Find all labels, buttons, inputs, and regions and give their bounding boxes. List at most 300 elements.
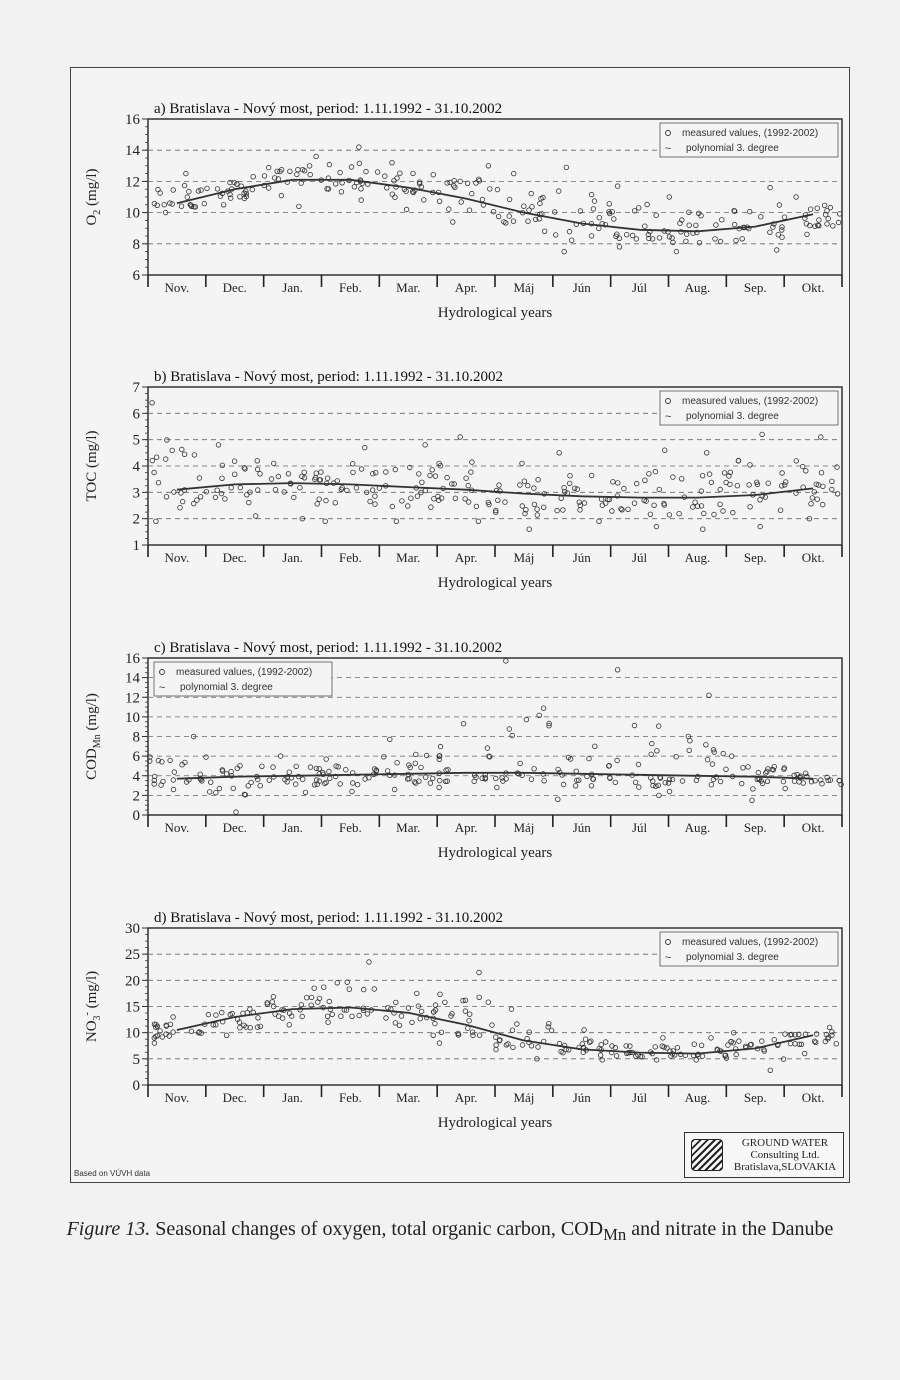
x-tick-label: Apr.	[454, 1090, 478, 1105]
data-point	[522, 204, 527, 209]
data-point	[647, 472, 652, 477]
data-point	[308, 765, 313, 770]
x-tick-label: Apr.	[454, 820, 478, 835]
data-point	[206, 1012, 211, 1017]
data-point	[624, 232, 629, 237]
data-point	[542, 779, 547, 784]
data-point	[357, 1013, 362, 1018]
data-point	[582, 501, 587, 506]
data-point	[359, 198, 364, 203]
data-point	[171, 188, 176, 193]
data-point	[415, 991, 420, 996]
data-point	[520, 461, 525, 466]
y-tick-label: 12	[125, 174, 140, 191]
data-point	[684, 239, 689, 244]
data-point	[214, 790, 219, 795]
data-point	[152, 1041, 157, 1046]
data-point	[262, 174, 267, 179]
legend-label: measured values, (1992-2002)	[176, 667, 313, 678]
data-point	[437, 785, 442, 790]
data-point	[288, 169, 293, 174]
data-point	[616, 481, 621, 486]
data-point	[830, 479, 835, 484]
data-point	[677, 511, 682, 516]
data-point	[411, 171, 416, 176]
data-point	[182, 183, 187, 188]
y-tick-label: 14	[125, 143, 140, 160]
x-tick-label: Aug.	[684, 1090, 711, 1105]
data-point	[433, 1021, 438, 1026]
data-point	[445, 475, 450, 480]
data-point	[293, 782, 298, 787]
data-point	[768, 1068, 773, 1073]
data-point	[199, 188, 204, 193]
data-point	[276, 474, 281, 479]
data-point	[527, 1030, 532, 1035]
data-point	[207, 790, 212, 795]
data-point	[527, 208, 532, 213]
chart-panel-1	[84, 101, 842, 321]
data-point	[467, 1012, 472, 1017]
data-point	[220, 1010, 225, 1015]
data-point	[671, 475, 676, 480]
data-point	[294, 764, 299, 769]
legend-label: polynomial 3. degree	[686, 143, 779, 154]
data-point	[415, 494, 420, 499]
data-point	[776, 232, 781, 237]
data-point	[172, 770, 177, 775]
data-point	[783, 1032, 788, 1037]
data-point	[355, 782, 360, 787]
data-point	[569, 238, 574, 243]
x-axis-label: Hydrological years	[437, 845, 553, 861]
data-point	[463, 1009, 468, 1014]
data-point	[518, 761, 523, 766]
y-tick-label: 4	[132, 768, 140, 785]
data-point	[253, 514, 258, 519]
data-point	[654, 213, 659, 218]
data-point	[607, 202, 612, 207]
data-point	[255, 467, 260, 472]
data-point	[835, 492, 840, 497]
data-point	[553, 233, 558, 238]
data-point	[793, 1042, 798, 1047]
y-tick-label: 10	[125, 709, 140, 726]
data-point	[734, 1052, 739, 1057]
data-point	[496, 498, 501, 503]
data-point	[321, 985, 326, 990]
chart-title: d) Bratislava - Nový most, period: 1.11.1992 - 31.10.2002	[154, 910, 503, 926]
data-point	[694, 223, 699, 228]
data-point	[812, 490, 817, 495]
data-point	[718, 502, 723, 507]
x-tick-label: Jún	[572, 820, 591, 835]
data-point	[171, 1030, 176, 1035]
data-point	[386, 1005, 391, 1010]
data-point	[295, 172, 300, 177]
data-point	[583, 1037, 588, 1042]
y-tick-label: 10	[125, 1025, 140, 1042]
x-axis-label: Hydrological years	[437, 305, 553, 321]
caption-subscript: Mn	[603, 1225, 627, 1244]
x-tick-label: Mar.	[396, 280, 421, 295]
data-point	[383, 174, 388, 179]
data-point	[652, 503, 657, 508]
data-point	[485, 746, 490, 751]
data-point	[593, 744, 598, 749]
data-point	[561, 508, 566, 513]
y-tick-label: 12	[125, 690, 140, 707]
data-point	[271, 994, 276, 999]
data-point	[303, 790, 308, 795]
data-point	[587, 1040, 592, 1045]
data-point	[326, 1020, 331, 1025]
data-point	[354, 486, 359, 491]
data-point	[692, 1042, 697, 1047]
data-point	[835, 465, 840, 470]
data-point	[370, 488, 375, 493]
data-point	[171, 1015, 176, 1020]
data-point	[451, 220, 456, 225]
data-point	[168, 758, 173, 763]
company-logo	[684, 1132, 844, 1178]
data-point	[518, 483, 523, 488]
data-point	[532, 486, 537, 491]
data-point	[657, 236, 662, 241]
data-point	[347, 987, 352, 992]
data-point	[546, 1025, 551, 1030]
x-tick-label: Júl	[631, 550, 648, 565]
data-point	[750, 798, 755, 803]
data-point	[185, 195, 190, 200]
data-point	[503, 500, 508, 505]
data-point	[756, 770, 761, 775]
data-credit: Based on VÚVH data	[74, 1169, 151, 1178]
data-point	[323, 519, 328, 524]
data-point	[615, 668, 620, 673]
data-point	[800, 464, 805, 469]
data-point	[469, 470, 474, 475]
data-point	[772, 1037, 777, 1042]
data-point	[298, 485, 303, 490]
data-point	[452, 184, 457, 189]
data-point	[232, 472, 237, 477]
data-point	[511, 171, 516, 176]
data-point	[597, 519, 602, 524]
data-point	[714, 223, 719, 228]
data-point	[191, 501, 196, 506]
y-axis-label: $NO_3^-$ (mg/l)	[82, 970, 103, 1043]
data-point	[327, 769, 332, 774]
data-point	[420, 480, 425, 485]
data-point	[709, 480, 714, 485]
data-point	[375, 170, 380, 175]
y-tick-label: 2	[132, 788, 140, 805]
data-point	[324, 757, 329, 762]
data-point	[532, 502, 537, 507]
x-tick-label: Jan.	[282, 550, 303, 565]
x-tick-label: Máj	[513, 820, 535, 835]
data-point	[477, 179, 482, 184]
data-point	[552, 210, 557, 215]
data-point	[494, 1043, 499, 1048]
data-point	[178, 505, 183, 510]
data-point	[324, 780, 329, 785]
data-point	[613, 780, 618, 785]
data-point	[573, 784, 578, 789]
data-point	[413, 761, 418, 766]
data-point	[650, 741, 655, 746]
data-point	[634, 237, 639, 242]
data-point	[679, 477, 684, 482]
data-point	[511, 1045, 516, 1050]
data-point	[287, 770, 292, 775]
data-point	[768, 230, 773, 235]
data-point	[674, 754, 679, 759]
data-point	[466, 483, 471, 488]
data-point	[661, 1036, 666, 1041]
data-point	[217, 786, 222, 791]
data-point	[746, 765, 751, 770]
data-point	[684, 232, 689, 237]
data-point	[759, 214, 764, 219]
y-axis-label: $COD_{Mn}$ (mg/l)	[84, 693, 103, 780]
data-point	[667, 513, 672, 518]
y-tick-label: 0	[132, 1078, 140, 1094]
data-point	[687, 223, 692, 228]
data-point	[388, 737, 393, 742]
y-tick-label: 16	[125, 112, 140, 128]
data-point	[266, 165, 271, 170]
data-point	[269, 477, 274, 482]
legend	[660, 391, 838, 425]
data-point	[556, 797, 561, 802]
chart-title: c) Bratislava - Nový most, period: 1.11.1992 - 31.10.2002	[154, 640, 503, 656]
y-tick-label: 8	[132, 729, 140, 746]
data-point	[751, 787, 756, 792]
data-point	[258, 783, 263, 788]
data-point	[372, 987, 377, 992]
data-point	[780, 228, 785, 233]
data-point	[783, 480, 788, 485]
chart-panel-2	[84, 369, 842, 591]
data-point	[577, 500, 582, 505]
caption-label: Figure 13.	[66, 1218, 151, 1240]
data-point	[779, 484, 784, 489]
legend-marker-curve: ~	[159, 682, 166, 694]
data-point	[688, 738, 693, 743]
data-point	[406, 504, 411, 509]
x-tick-label: Nov.	[164, 550, 190, 565]
data-point	[361, 987, 366, 992]
data-point	[235, 766, 240, 771]
data-point	[557, 451, 562, 456]
data-point	[214, 1013, 219, 1018]
x-tick-label: Júl	[631, 1090, 648, 1105]
data-point	[826, 216, 831, 221]
logo-line-2: Consulting Ltd.	[750, 1149, 820, 1161]
data-point	[490, 1023, 495, 1028]
data-point	[266, 186, 271, 191]
data-point	[721, 751, 726, 756]
data-point	[687, 748, 692, 753]
x-tick-label: Jan.	[282, 1090, 303, 1105]
data-point	[737, 1039, 742, 1044]
data-point	[459, 200, 464, 205]
data-point	[315, 502, 320, 507]
data-point	[827, 1025, 832, 1030]
data-point	[202, 201, 207, 206]
data-point	[323, 781, 328, 786]
data-point	[820, 502, 825, 507]
data-point	[443, 1000, 448, 1005]
x-tick-label: Sep.	[743, 820, 767, 835]
data-point	[395, 176, 400, 181]
data-point	[476, 519, 481, 524]
data-point	[819, 470, 824, 475]
data-point	[215, 187, 220, 192]
data-point	[279, 193, 284, 198]
legend-label: polynomial 3. degree	[180, 682, 273, 693]
data-point	[567, 481, 572, 486]
x-tick-label: Feb.	[339, 820, 362, 835]
data-point	[314, 471, 319, 476]
data-point	[510, 733, 515, 738]
data-point	[611, 480, 616, 485]
data-point	[774, 248, 779, 253]
data-point	[335, 981, 340, 986]
x-tick-label: Júl	[631, 280, 648, 295]
data-point	[333, 182, 338, 187]
x-tick-label: Nov.	[164, 1090, 190, 1105]
data-point	[255, 459, 260, 464]
data-point	[541, 706, 546, 711]
data-point	[619, 507, 624, 512]
y-axis-label: $O_2$ (mg/l)	[84, 168, 103, 226]
data-point	[192, 453, 197, 458]
data-point	[732, 222, 737, 227]
data-point	[428, 781, 433, 786]
data-point	[229, 485, 234, 490]
data-point	[626, 507, 631, 512]
data-point	[431, 776, 436, 781]
data-point	[480, 197, 485, 202]
data-point	[251, 174, 256, 179]
data-point	[615, 758, 620, 763]
data-point	[287, 1023, 292, 1028]
data-point	[205, 186, 210, 191]
x-tick-label: Mar.	[396, 550, 421, 565]
data-point	[371, 471, 376, 476]
data-point	[280, 1016, 285, 1021]
data-point	[728, 482, 733, 487]
data-point	[693, 500, 698, 505]
data-point	[771, 225, 776, 230]
data-point	[701, 527, 706, 532]
data-point	[675, 1045, 680, 1050]
data-point	[384, 470, 389, 475]
y-tick-label: 30	[125, 921, 140, 937]
data-point	[731, 510, 736, 515]
figure-caption	[40, 1216, 860, 1248]
data-point	[152, 470, 157, 475]
data-point	[470, 1030, 475, 1035]
data-point	[709, 1036, 714, 1041]
data-point	[171, 787, 176, 792]
data-point	[529, 777, 534, 782]
data-point	[270, 1000, 275, 1005]
data-point	[458, 435, 463, 440]
data-point	[394, 519, 399, 524]
data-point	[712, 512, 717, 517]
data-point	[204, 489, 209, 494]
data-point	[406, 1006, 411, 1011]
data-point	[526, 483, 531, 488]
data-point	[359, 467, 364, 472]
y-tick-label: 6	[132, 268, 140, 284]
data-point	[325, 1014, 330, 1019]
data-point	[734, 238, 739, 243]
data-point	[578, 508, 583, 513]
data-point	[170, 448, 175, 453]
data-point	[598, 1053, 603, 1058]
x-tick-label: Okt.	[801, 820, 825, 835]
data-point	[535, 513, 540, 518]
x-tick-label: Jún	[572, 1090, 591, 1105]
data-point	[794, 491, 799, 496]
data-point	[216, 443, 221, 448]
data-point	[292, 495, 297, 500]
data-point	[221, 203, 226, 208]
y-tick-label: 7	[132, 380, 140, 396]
data-point	[794, 459, 799, 464]
data-point	[271, 461, 276, 466]
data-point	[735, 483, 740, 488]
data-point	[314, 154, 319, 159]
data-point	[325, 476, 330, 481]
data-point	[220, 476, 225, 481]
data-point	[196, 189, 201, 194]
data-point	[431, 1033, 436, 1038]
data-point	[437, 1041, 442, 1046]
data-point	[633, 780, 638, 785]
data-point	[780, 471, 785, 476]
data-point	[350, 781, 355, 786]
data-point	[309, 995, 314, 1000]
data-point	[667, 195, 672, 200]
data-point	[636, 206, 641, 211]
data-point	[350, 462, 355, 467]
data-point	[648, 512, 653, 517]
data-point	[367, 960, 372, 965]
data-point	[592, 199, 597, 204]
data-point	[197, 476, 202, 481]
data-point	[365, 1012, 370, 1017]
data-point	[495, 785, 500, 790]
data-point	[398, 171, 403, 176]
data-point	[527, 527, 532, 532]
data-point	[493, 1035, 498, 1040]
data-point	[328, 776, 333, 781]
data-point	[424, 753, 429, 758]
data-point	[718, 779, 723, 784]
data-point	[559, 496, 564, 501]
data-point	[338, 782, 343, 787]
data-point	[634, 481, 639, 486]
data-point	[778, 508, 783, 513]
x-tick-label: Dec.	[222, 280, 247, 295]
logo-mark-icon	[691, 1139, 723, 1171]
